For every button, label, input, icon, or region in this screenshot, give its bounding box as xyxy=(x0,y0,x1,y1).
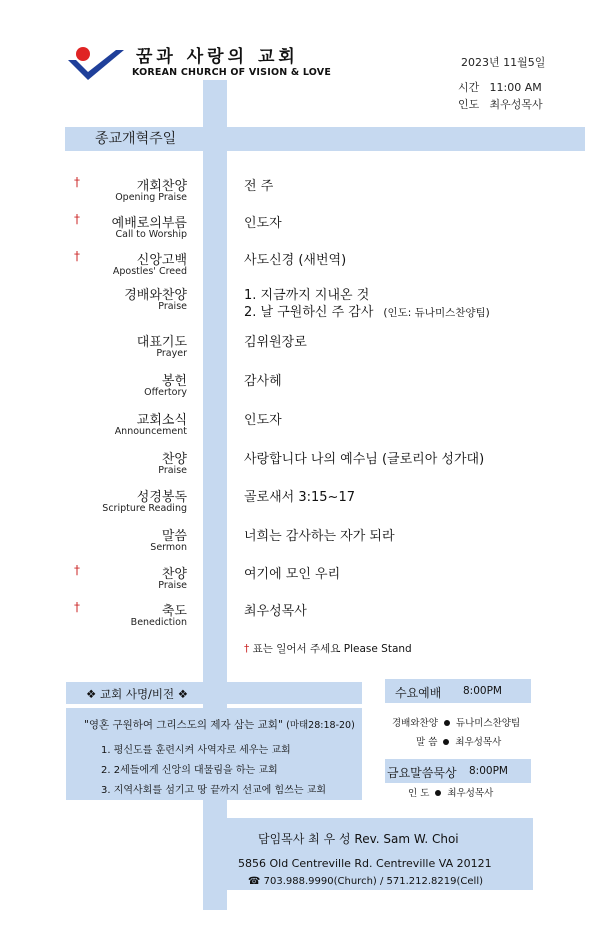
service-item xyxy=(0,525,600,565)
bullet-icon xyxy=(435,790,441,796)
service-leader xyxy=(458,96,543,112)
service-item xyxy=(0,486,600,526)
service-item-content-line2 xyxy=(244,301,490,320)
wednesday-line xyxy=(392,715,520,729)
service-item-title-ko: 교회소식 xyxy=(136,413,187,428)
service-item xyxy=(0,249,600,289)
service-item-title-ko: 찬양 xyxy=(161,567,187,582)
service-date: 2023년 11월5일 xyxy=(461,56,546,69)
service-item-content: 1. 지금까지 지내온 것 xyxy=(244,288,370,303)
mission-item: 2. 2세들에게 신앙의 대물림을 하는 교회 xyxy=(101,765,278,776)
church-logo-icon xyxy=(66,44,126,84)
service-item xyxy=(0,600,600,640)
service-item-content: 여기에 모인 우리 xyxy=(244,567,341,582)
section-title: 종교개혁주일 xyxy=(95,131,177,147)
wednesday-line xyxy=(416,734,501,748)
leader-label: 인도 xyxy=(458,98,480,111)
time-value: 11:00 AM xyxy=(489,81,542,94)
stand-cross-icon: † xyxy=(244,643,250,655)
service-item-content: 사도신경 (새번역) xyxy=(244,253,347,268)
wednesday-time: 8:00PM xyxy=(463,685,502,697)
mission-quote xyxy=(84,717,355,732)
leader-value: 최우성목사 xyxy=(489,98,543,111)
service-item xyxy=(0,448,600,488)
service-item-title-ko: 경배와찬양 xyxy=(124,288,187,303)
stand-cross-icon: † xyxy=(74,249,80,263)
service-item-content: 너희는 감사하는 자가 되라 xyxy=(244,529,395,544)
service-item xyxy=(0,370,600,410)
wednesday-line-label: 말 씀 xyxy=(416,737,438,748)
service-item-content: 최우성목사 xyxy=(244,604,307,619)
service-item xyxy=(0,409,600,449)
friday-title: 금요말씀묵상 xyxy=(387,766,457,780)
service-item-title-ko: 개회찬양 xyxy=(136,179,187,194)
stand-cross-icon: † xyxy=(74,600,80,614)
service-item-title-ko: 찬양 xyxy=(161,452,187,467)
wednesday-line-label: 경배와찬양 xyxy=(392,718,438,729)
bullet-icon xyxy=(444,720,450,726)
time-label: 시간 xyxy=(458,81,480,94)
service-item-content: 인도자 xyxy=(244,216,282,231)
service-item-title-en: Praise xyxy=(158,580,187,591)
friday-time: 8:00PM xyxy=(469,765,508,777)
service-item-title-en: Apostles' Creed xyxy=(112,266,187,277)
mission-title: ❖ 교회 사명/비전 ❖ xyxy=(86,687,189,701)
service-item-title-ko: 축도 xyxy=(161,604,187,619)
wednesday-service-header xyxy=(385,679,531,703)
mission-quote-ref: (마태28:18-20) xyxy=(286,720,355,731)
service-item-title-ko: 말씀 xyxy=(161,529,187,544)
service-item-content: 김위원장로 xyxy=(244,335,307,350)
stand-note xyxy=(244,641,412,656)
service-item-content: 전 주 xyxy=(244,179,274,194)
church-name-english: KOREAN CHURCH OF VISION & LOVE xyxy=(132,67,332,78)
service-item-content: 골로새서 3:15~17 xyxy=(244,490,355,505)
service-item-content: 감사헤 xyxy=(244,374,282,389)
service-item-title-en: Praise xyxy=(158,301,187,312)
service-item-content: 사랑합니다 나의 예수님 (글로리아 성가대) xyxy=(244,452,485,467)
service-item-content-text: 2. 날 구원하신 주 감사 xyxy=(244,305,374,320)
service-item xyxy=(0,284,600,324)
service-item-title-ko: 대표기도 xyxy=(136,335,187,350)
stand-cross-icon: † xyxy=(74,563,80,577)
bullet-icon xyxy=(443,739,449,745)
friday-line-label: 인 도 xyxy=(408,788,430,799)
wednesday-line-value: 최우성목사 xyxy=(455,737,502,748)
pastor-name: 담임목사 최 우 성 Rev. Sam W. Choi xyxy=(258,832,459,846)
service-item-title-ko: 성경봉독 xyxy=(136,490,187,505)
service-item xyxy=(0,212,600,252)
service-item-content-note: (인도: 듀나미스찬양팀) xyxy=(383,307,490,319)
mission-item: 1. 평신도를 훈련시켜 사역자로 세우는 교회 xyxy=(101,745,291,756)
church-address: 5856 Old Centreville Rd. Centreville VA 20121 xyxy=(238,857,492,870)
service-item xyxy=(0,331,600,371)
wednesday-title: 수요예배 xyxy=(395,686,442,700)
service-item-title-en: Scripture Reading xyxy=(102,503,187,514)
service-item-title-en: Call to Worship xyxy=(115,229,187,240)
church-phone: ☎ 703.988.9990(Church) / 571.212.8219(Cell) xyxy=(248,876,484,887)
service-item-title-en: Praise xyxy=(158,465,187,476)
service-time xyxy=(458,79,542,95)
service-item-content: 인도자 xyxy=(244,413,282,428)
service-item xyxy=(0,563,600,603)
service-item-title-ko: 예배로의부름 xyxy=(111,216,187,231)
service-item-title-en: Announcement xyxy=(114,426,187,437)
friday-service-header xyxy=(385,759,531,783)
wednesday-line-value: 듀나미스찬양팀 xyxy=(455,718,521,729)
service-item-title-ko: 신앙고백 xyxy=(136,253,187,268)
service-item xyxy=(0,175,600,215)
service-item-title-en: Offertory xyxy=(144,387,187,398)
friday-line-value: 최우성목사 xyxy=(447,788,494,799)
service-item-title-en: Sermon xyxy=(150,542,187,553)
stand-cross-icon: † xyxy=(74,175,80,189)
stand-note-text: 표는 일어서 주세요 Please Stand xyxy=(252,643,412,655)
mission-quote-text: "영혼 구원하여 그리스도의 제자 삼는 교회" xyxy=(84,719,283,731)
friday-line xyxy=(408,785,493,799)
stand-cross-icon: † xyxy=(74,212,80,226)
service-item-title-en: Opening Praise xyxy=(115,192,187,203)
mission-item: 3. 지역사회를 섬기고 땅 끝까지 선교에 힘쓰는 교회 xyxy=(101,785,326,796)
service-item-title-en: Benediction xyxy=(130,617,187,628)
church-name-korean: 꿈과 사랑의 교회 xyxy=(136,47,299,67)
service-item-title-ko: 봉헌 xyxy=(161,374,187,389)
service-item-title-en: Prayer xyxy=(156,348,187,359)
